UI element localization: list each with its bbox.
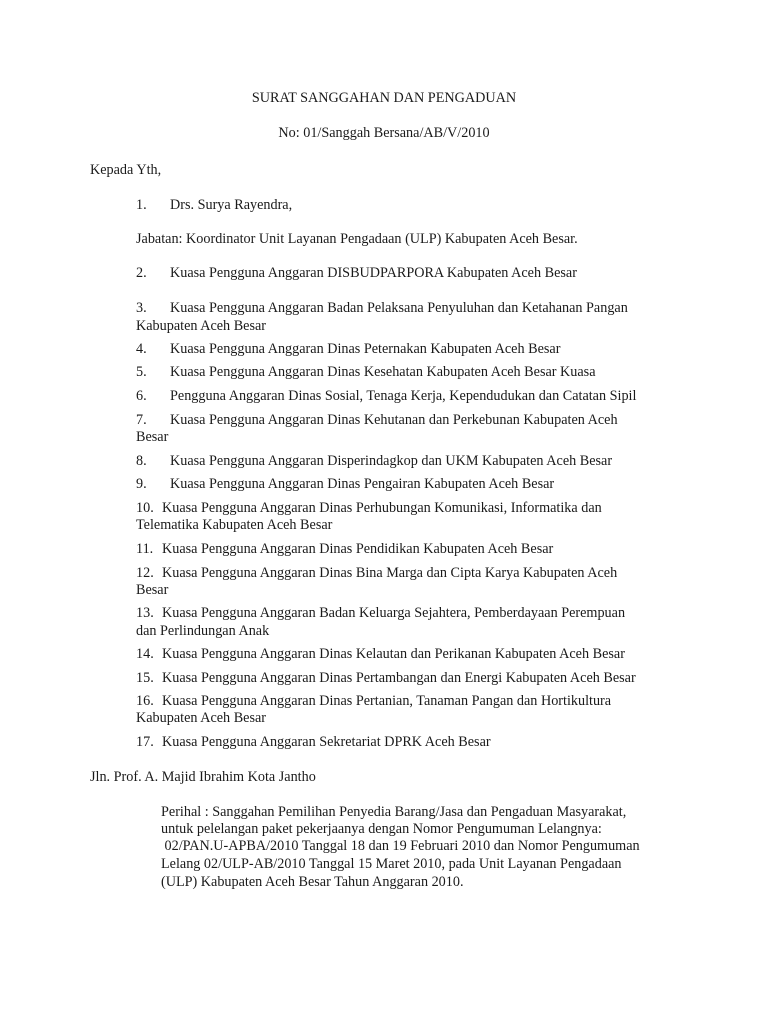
list-item: Kuasa Pengguna Anggaran Dinas Bina Marga dan Cipta Karya Kabupaten Aceh xyxy=(162,565,618,581)
list-item: Kuasa Pengguna Anggaran Dinas Kelautan dan Perikanan Kabupaten Aceh Besar xyxy=(162,646,625,662)
list-item-continuation: Besar xyxy=(136,582,169,598)
list-item: Pengguna Anggaran Dinas Sosial, Tenaga Kerja, Kependudukan dan Catatan Sipil xyxy=(170,388,637,404)
list-item-continuation: Besar xyxy=(136,429,169,445)
list-item: Kuasa Pengguna Anggaran Dinas Kehutanan dan Perkebunan Kabupaten Aceh xyxy=(170,412,618,428)
address-line: Jln. Prof. A. Majid Ibrahim Kota Jantho xyxy=(90,769,316,785)
list-item: Kuasa Pengguna Anggaran Badan Pelaksana Penyuluhan dan Ketahanan Pangan xyxy=(170,300,628,316)
perihal-line: untuk pelelangan paket pekerjaanya dengan Nomor Pengumuman Lelangnya: xyxy=(161,821,602,837)
list-item: Kuasa Pengguna Anggaran Dinas Pengairan Kabupaten Aceh Besar xyxy=(170,476,555,492)
list-item: Kuasa Pengguna Anggaran Dinas Pendidikan Kabupaten Aceh Besar xyxy=(162,541,554,557)
list-item-number: 4. xyxy=(136,341,147,357)
list-item-number: 7. xyxy=(136,412,147,428)
perihal-line: Lelang 02/ULP-AB/2010 Tanggal 15 Maret 2010, pada Unit Layanan Pengadaan xyxy=(161,856,622,872)
list-item-number: 5. xyxy=(136,364,147,380)
list-item: Kuasa Pengguna Anggaran Dinas Peternakan Kabupaten Aceh Besar xyxy=(170,341,561,357)
list-item-continuation: Kabupaten Aceh Besar xyxy=(136,710,267,726)
list-item-number: 13. xyxy=(136,605,154,621)
list-item-number: 11. xyxy=(136,541,154,557)
list-item-number: 12. xyxy=(136,565,154,581)
list-item: Kuasa Pengguna Anggaran Badan Keluarga Sejahtera, Pemberdayaan Perempuan xyxy=(162,605,626,621)
list-item-number: 14. xyxy=(136,646,154,662)
perihal-line: Perihal : Sanggahan Pemilihan Penyedia Barang/Jasa dan Pengaduan Masyarakat, xyxy=(161,804,627,820)
list-item-number: 15. xyxy=(136,670,154,686)
perihal-line: (ULP) Kabupaten Aceh Besar Tahun Anggaran 2010. xyxy=(161,874,464,890)
list-item-number: 2. xyxy=(136,265,147,281)
list-item-continuation: dan Perlindungan Anak xyxy=(136,623,270,639)
list-item-number: 16. xyxy=(136,693,154,709)
list-item-continuation: Telematika Kabupaten Aceh Besar xyxy=(136,517,333,533)
list-item-number: 6. xyxy=(136,388,147,404)
list-item: Kuasa Pengguna Anggaran Disperindagkop dan UKM Kabupaten Aceh Besar xyxy=(170,453,613,469)
letter-title: SURAT SANGGAHAN DAN PENGADUAN xyxy=(251,90,517,106)
list-item: Drs. Surya Rayendra, xyxy=(170,197,293,213)
list-item: Kuasa Pengguna Anggaran Dinas Pertambangan dan Energi Kabupaten Aceh Besar xyxy=(162,670,636,686)
perihal-line: 02/PAN.U-APBA/2010 Tanggal 18 dan 19 Februari 2010 dan Nomor Pengumuman xyxy=(161,838,640,854)
list-item: Kuasa Pengguna Anggaran Dinas Perhubungan Komunikasi, Informatika dan xyxy=(162,500,602,516)
jabatan-line: Jabatan: Koordinator Unit Layanan Pengadaan (ULP) Kabupaten Aceh Besar. xyxy=(136,231,578,247)
list-item-number: 17. xyxy=(136,734,154,750)
letter-number: No: 01/Sanggah Bersana/AB/V/2010 xyxy=(278,125,490,141)
list-item-continuation: Kabupaten Aceh Besar xyxy=(136,318,267,334)
list-item-number: 10. xyxy=(136,500,154,516)
salutation: Kepada Yth, xyxy=(90,162,162,178)
list-item-number: 1. xyxy=(136,197,147,213)
list-item: Kuasa Pengguna Anggaran Sekretariat DPRK Aceh Besar xyxy=(162,734,491,750)
list-item: Kuasa Pengguna Anggaran Dinas Pertanian, Tanaman Pangan dan Hortikultura xyxy=(162,693,612,709)
list-item-number: 8. xyxy=(136,453,147,469)
list-item-number: 9. xyxy=(136,476,147,492)
list-item: Kuasa Pengguna Anggaran DISBUDPARPORA Kabupaten Aceh Besar xyxy=(170,265,577,281)
list-item-number: 3. xyxy=(136,300,147,316)
list-item: Kuasa Pengguna Anggaran Dinas Kesehatan Kabupaten Aceh Besar Kuasa xyxy=(170,364,596,380)
